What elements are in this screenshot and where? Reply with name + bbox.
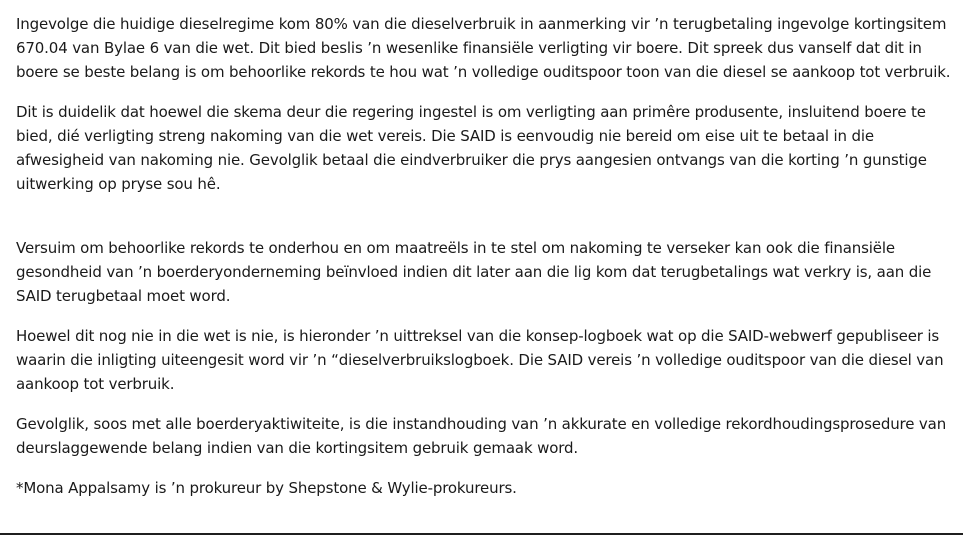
article-body [16, 12, 956, 500]
article-paragraph-4: Hoewel dit nog nie in die wet is nie, is hieronder ’n uittreksel van die konsep-logboek wat op die SAID-webwerf gepubliseer is waarin die inligting uiteengesit word vir ’n “dieselverbruikslogboek. Die SAID vereis ’n volledige ouditspoor van die diesel van aankoop tot verbruik. [16, 327, 944, 393]
article-paragraph-2: Dit is duidelik dat hoewel die skema deur die regering ingestel is om verligting aan primêre produsente, insluitend boere te bied, dié verligting streng nakoming van die wet vereis. Die SAID is eenvoudig nie bereid om eise uit te betaal in die afwesigheid van nakoming nie. Gevolglik betaal die eindverbruiker die prys aangesien ontvangs van die korting ’n gunstige uitwerking op pryse sou hê. [16, 103, 927, 193]
author-note: *Mona Appalsamy is ’n prokureur by Shepstone & Wylie-prokureurs. [16, 479, 517, 497]
article-paragraph-3: Versuim om behoorlike rekords te onderhou en om maatreëls in te stel om nakoming te verseker kan ook die finansiële gesondheid van ’n boerderyonderneming beïnvloed indien dit later aan die lig kom dat terugbetalings wat verkry is, aan die SAID terugbetaal moet word. [16, 239, 932, 305]
article-paragraph-1: Ingevolge die huidige dieselregime kom 80% van die dieselverbruik in aanmerking vir ’n terugbetaling ingevolge kortingsitem 670.04 van Bylae 6 van die wet. Dit bied beslis ’n wesenlike finansiële verligting vir boere. Dit spreek dus vanself dat dit in boere se beste belang is om behoorlike rekords te hou wat ’n volledige ouditspoor toon van die diesel se aankoop tot verbruik. [16, 15, 951, 81]
article-paragraph-5: Gevolglik, soos met alle boerderyaktiwiteite, is die instandhouding van ’n akkurate en volledige rekordhoudingsprosedure van deurslaggewende belang indien van die kortingsitem gebruik gemaak word. [16, 415, 947, 457]
